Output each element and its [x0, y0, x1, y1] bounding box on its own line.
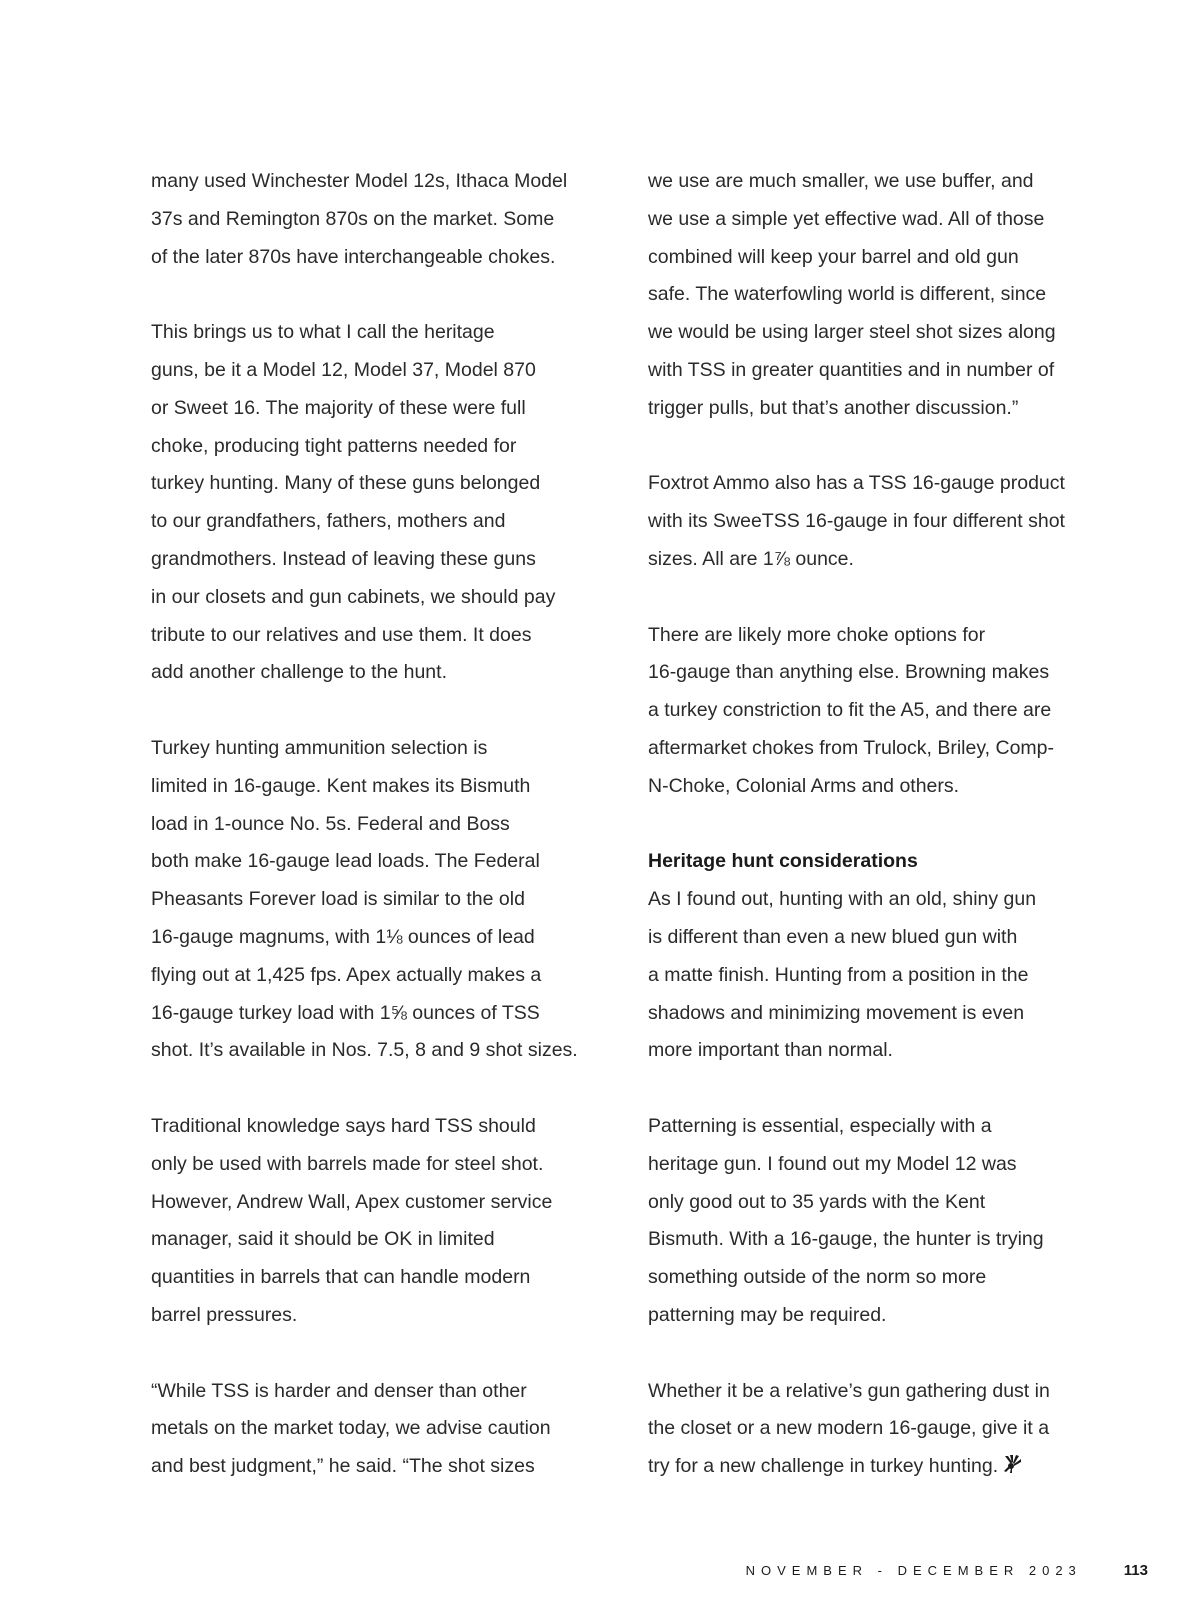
paragraph [151, 1373, 601, 1486]
text-line: the closet or a new modern 16-gauge, give it a [648, 1417, 1050, 1440]
turkey-end-mark-icon [1002, 1450, 1022, 1470]
text-line: Whether it be a relative’s gun gathering dust in [648, 1379, 1050, 1402]
paragraph [151, 730, 601, 1070]
paragraph [648, 881, 1108, 1070]
text-line: shadows and minimizing movement is even [648, 1001, 1025, 1024]
text-line: with its SweeTSS 16-gauge in four different shot [648, 510, 1065, 533]
text-line: choke, producing tight patterns needed for [151, 434, 517, 457]
text-line: Patterning is essential, especially with a [648, 1114, 992, 1137]
paragraph [151, 314, 601, 692]
text-line: aftermarket chokes from Trulock, Briley, Comp- [648, 736, 1054, 759]
text-line: of the later 870s have interchangeable chokes. [151, 245, 556, 268]
text-line: turkey hunting. Many of these guns belonged [151, 472, 541, 495]
text-line: limited in 16-gauge. Kent makes its Bismuth [151, 774, 531, 797]
text-line: we use are much smaller, we use buffer, and [648, 170, 1034, 192]
right-column [648, 163, 1108, 1486]
paragraph [648, 1373, 1108, 1486]
page-footer [746, 1562, 1148, 1579]
text-line: many used Winchester Model 12s, Ithaca Model [151, 170, 568, 192]
text-line: only be used with barrels made for steel shot. [151, 1152, 544, 1175]
text-line: patterning may be required. [648, 1303, 887, 1326]
text-line: quantities in barrels that can handle modern [151, 1266, 531, 1289]
paragraph [648, 163, 1108, 428]
text-line: and best judgment,” he said. “The shot sizes [151, 1455, 535, 1478]
text-line: more important than normal. [648, 1039, 893, 1062]
text-line: Pheasants Forever load is similar to the old [151, 888, 525, 911]
text-line: manager, said it should be OK in limited [151, 1228, 495, 1251]
paragraph [648, 1108, 1108, 1335]
text-line: Bismuth. With a 16-gauge, the hunter is trying [648, 1228, 1044, 1251]
text-line: heritage gun. I found out my Model 12 was [648, 1152, 1017, 1175]
left-column [151, 163, 601, 1486]
text-line: trigger pulls, but that’s another discussion.” [648, 396, 1019, 419]
paragraph [151, 163, 601, 276]
text-line: something outside of the norm so more [648, 1266, 987, 1289]
text-line-content: try for a new challenge in turkey hunting. [648, 1455, 999, 1478]
text-line: is different than even a new blued gun with [648, 925, 1018, 948]
text-line: This brings us to what I call the heritage [151, 321, 495, 344]
text-line: safe. The waterfowling world is different, since [648, 283, 1047, 306]
text-line: we would be using larger steel shot sizes along [648, 321, 1056, 344]
text-line: a matte finish. Hunting from a position in the [648, 963, 1029, 986]
text-line: to our grandfathers, fathers, mothers and [151, 510, 506, 533]
text-line: sizes. All are 1⅞ ounce. [648, 547, 854, 570]
text-line: There are likely more choke options for [648, 623, 986, 646]
text-line: N-Choke, Colonial Arms and others. [648, 774, 960, 797]
text-line: barrel pressures. [151, 1303, 298, 1326]
paragraph [151, 1108, 601, 1335]
text-line: combined will keep your barrel and old gun [648, 245, 1019, 268]
text-line: 37s and Remington 870s on the market. Some [151, 207, 555, 230]
text-line: we use a simple yet effective wad. All of those [648, 207, 1045, 230]
text-line: load in 1-ounce No. 5s. Federal and Boss [151, 812, 510, 835]
text-line: Foxtrot Ammo also has a TSS 16-gauge product [648, 472, 1065, 495]
text-line: Traditional knowledge says hard TSS should [151, 1114, 536, 1137]
section-subheading: Heritage hunt considerations [648, 850, 918, 873]
text-line: 16-gauge magnums, with 1⅛ ounces of lead [151, 925, 535, 948]
text-line: As I found out, hunting with an old, shiny gun [648, 888, 1037, 911]
text-line: only good out to 35 yards with the Kent [648, 1190, 986, 1213]
text-line: 16-gauge than anything else. Browning makes [648, 661, 1050, 684]
text-line: guns, be it a Model 12, Model 37, Model 870 [151, 358, 536, 381]
text-line: in our closets and gun cabinets, we should pay [151, 585, 556, 608]
text-line: shot. It’s available in Nos. 7.5, 8 and 9 shot sizes. [151, 1039, 578, 1062]
text-line: or Sweet 16. The majority of these were full [151, 396, 526, 419]
text-line: tribute to our relatives and use them. It does [151, 623, 532, 646]
text-line: However, Andrew Wall, Apex customer service [151, 1190, 553, 1213]
text-line: metals on the market today, we advise caution [151, 1417, 551, 1440]
text-line: a turkey constriction to fit the A5, and there are [648, 699, 1052, 722]
text-line: with TSS in greater quantities and in number of [648, 358, 1055, 381]
page-number: 113 [1123, 1562, 1148, 1579]
text-line: both make 16-gauge lead loads. The Federal [151, 850, 540, 873]
text-line: add another challenge to the hunt. [151, 661, 447, 684]
paragraph [648, 617, 1108, 806]
text-line: grandmothers. Instead of leaving these guns [151, 547, 536, 570]
text-line: flying out at 1,425 fps. Apex actually makes a [151, 963, 542, 986]
paragraph [648, 465, 1108, 578]
text-line: 16-gauge turkey load with 1⅝ ounces of TSS [151, 1001, 540, 1024]
issue-date: NOVEMBER - DECEMBER 2023 [745, 1563, 1082, 1578]
text-line: Turkey hunting ammunition selection is [151, 736, 488, 759]
text-line: “While TSS is harder and denser than other [151, 1379, 527, 1402]
text-line-last [648, 1448, 1108, 1486]
